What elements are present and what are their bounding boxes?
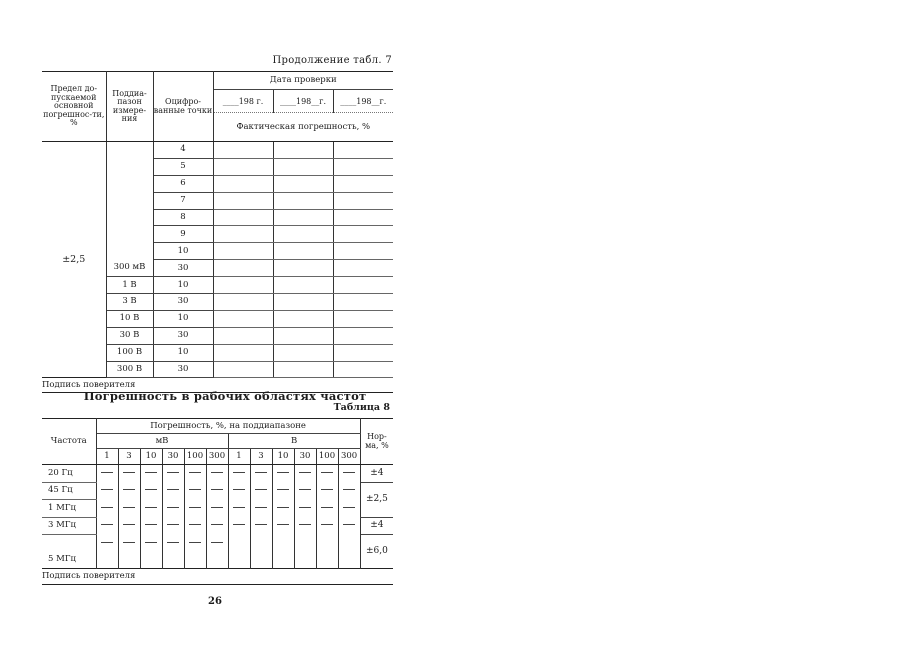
value-cell — [213, 192, 273, 209]
value-cell — [96, 465, 118, 483]
table-row — [42, 482, 393, 500]
continuation-title: Продолжение табл. 7 — [272, 55, 392, 66]
value-cell — [213, 243, 273, 260]
mv-range-300: 300 — [206, 449, 228, 465]
table7-signature: Подпись поверителя — [42, 378, 393, 393]
value-cell — [184, 517, 206, 535]
value-cell — [184, 465, 206, 483]
value-cell — [96, 482, 118, 500]
v-range-30: 30 — [294, 449, 316, 465]
value-cell — [140, 517, 162, 535]
value-cell — [206, 482, 228, 500]
value-cell — [333, 243, 393, 260]
value-cell — [333, 310, 393, 327]
point-cell: 7 — [153, 192, 213, 209]
date-2: ____198__г. — [273, 90, 333, 113]
range-cell: 3 В — [106, 294, 153, 311]
value-cell — [316, 482, 338, 500]
value-cell — [273, 209, 333, 226]
value-cell — [273, 277, 333, 294]
table-7 — [42, 71, 393, 393]
value-cell — [228, 517, 250, 535]
value-cell — [206, 500, 228, 518]
value-cell — [333, 294, 393, 311]
value-cell — [294, 517, 316, 535]
value-cell — [272, 552, 294, 569]
table-row — [42, 500, 393, 518]
value-cell — [250, 482, 272, 500]
value-cell — [273, 310, 333, 327]
value-cell — [333, 158, 393, 175]
value-cell — [118, 482, 140, 500]
norm-cell: ±4 — [360, 517, 393, 535]
norm-cell: ±2,5 — [360, 482, 393, 517]
value-cell — [162, 517, 184, 535]
point-cell: 30 — [153, 327, 213, 344]
header-mv: мВ — [96, 434, 228, 449]
value-cell — [338, 500, 360, 518]
value-cell — [294, 482, 316, 500]
value-cell — [213, 226, 273, 243]
value-cell — [294, 500, 316, 518]
value-cell — [272, 482, 294, 500]
value-cell — [316, 552, 338, 569]
value-cell — [162, 482, 184, 500]
value-cell — [228, 482, 250, 500]
value-cell — [294, 465, 316, 483]
table-8 — [42, 418, 393, 585]
value-cell — [162, 535, 184, 552]
value-cell — [140, 465, 162, 483]
frequency-cell — [42, 535, 96, 552]
range-cell-blank — [106, 142, 153, 260]
point-cell: 30 — [153, 260, 213, 277]
range-cell: 30 В — [106, 327, 153, 344]
point-cell: 8 — [153, 209, 213, 226]
table7-body — [42, 142, 393, 393]
header-limit: Предел до-пускаемой основной погрешнос-ти, % — [42, 72, 106, 142]
value-cell — [213, 310, 273, 327]
value-cell — [273, 158, 333, 175]
point-cell: 30 — [153, 361, 213, 378]
value-cell — [213, 344, 273, 361]
value-cell — [273, 260, 333, 277]
value-cell — [273, 175, 333, 192]
value-cell — [272, 535, 294, 552]
value-cell — [272, 465, 294, 483]
table-row — [42, 465, 393, 483]
norm-cell: ±4 — [360, 465, 393, 483]
value-cell — [96, 535, 118, 552]
mv-range-100: 100 — [184, 449, 206, 465]
value-cell — [294, 535, 316, 552]
point-cell: 10 — [153, 243, 213, 260]
value-cell — [162, 465, 184, 483]
norm-cell: ±6,0 — [365, 546, 388, 556]
header-check-date: Дата проверки — [213, 72, 393, 90]
header-error-by-range: Погрешность, %, на поддиапазоне — [96, 419, 360, 434]
value-cell — [273, 243, 333, 260]
mv-range-10: 10 — [140, 449, 162, 465]
header-points: Оцифро-ванные точки — [153, 72, 213, 142]
mv-range-1: 1 — [96, 449, 118, 465]
value-cell — [184, 482, 206, 500]
mv-range-30: 30 — [162, 449, 184, 465]
value-cell — [273, 361, 333, 378]
value-cell — [333, 192, 393, 209]
value-cell — [140, 482, 162, 500]
point-cell: 5 — [153, 158, 213, 175]
value-cell — [273, 226, 333, 243]
value-cell — [228, 552, 250, 569]
value-cell — [213, 327, 273, 344]
value-cell — [118, 552, 140, 569]
frequency-cell: 1 МГц — [42, 500, 96, 518]
value-cell — [96, 517, 118, 535]
value-cell — [273, 327, 333, 344]
value-cell — [206, 517, 228, 535]
v-range-3: 3 — [250, 449, 272, 465]
value-cell — [228, 465, 250, 483]
page-number: 26 — [208, 596, 222, 607]
point-cell: 9 — [153, 226, 213, 243]
range-cell: 300 мВ — [106, 260, 153, 277]
table8-label: Таблица 8 — [333, 402, 390, 413]
value-cell — [316, 517, 338, 535]
value-cell — [140, 552, 162, 569]
value-cell — [333, 361, 393, 378]
value-cell — [333, 277, 393, 294]
section-title: Погрешность в рабочих областях частот — [83, 389, 367, 403]
value-cell — [273, 294, 333, 311]
value-cell — [228, 535, 250, 552]
value-cell — [333, 260, 393, 277]
point-cell: 6 — [153, 175, 213, 192]
point-cell: 30 — [153, 294, 213, 311]
frequency-cell: 20 Гц — [42, 465, 96, 483]
value-cell — [316, 465, 338, 483]
value-cell — [250, 465, 272, 483]
value-cell — [333, 327, 393, 344]
value-cell — [213, 175, 273, 192]
value-cell — [250, 552, 272, 569]
v-range-100: 100 — [316, 449, 338, 465]
mv-range-3: 3 — [118, 449, 140, 465]
value-cell — [272, 500, 294, 518]
value-cell — [333, 142, 393, 159]
point-cell: 10 — [153, 310, 213, 327]
v-range-1: 1 — [228, 449, 250, 465]
date-1: ____198 г. — [213, 90, 273, 113]
value-cell — [273, 192, 333, 209]
table8-body — [42, 465, 393, 585]
table-row — [42, 535, 393, 552]
range-cell: 1 В — [106, 277, 153, 294]
value-cell — [333, 175, 393, 192]
value-cell — [213, 260, 273, 277]
value-cell — [184, 552, 206, 569]
point-cell: 10 — [153, 344, 213, 361]
frequency-cell: 5 МГц — [42, 552, 96, 569]
value-cell — [272, 517, 294, 535]
frequency-cell: 45 Гц — [42, 482, 96, 500]
value-cell — [250, 500, 272, 518]
v-range-300: 300 — [338, 449, 360, 465]
table-row — [42, 517, 393, 535]
value-cell — [273, 142, 333, 159]
value-cell — [333, 226, 393, 243]
table8-signature: Подпись поверителя — [42, 569, 393, 585]
value-cell — [96, 552, 118, 569]
value-cell — [333, 209, 393, 226]
value-cell — [316, 535, 338, 552]
value-cell — [338, 482, 360, 500]
value-cell — [213, 294, 273, 311]
point-cell: 10 — [153, 277, 213, 294]
header-frequency: Частота — [42, 419, 96, 465]
value-cell — [184, 535, 206, 552]
range-cell: 300 В — [106, 361, 153, 378]
header-range: Поддиа-пазон измере-ния — [106, 72, 153, 142]
value-cell — [333, 344, 393, 361]
value-cell — [213, 277, 273, 294]
value-cell — [184, 500, 206, 518]
value-cell — [162, 552, 184, 569]
date-3: ____198__г. — [333, 90, 393, 113]
v-range-10: 10 — [272, 449, 294, 465]
value-cell — [250, 517, 272, 535]
value-cell — [228, 500, 250, 518]
value-cell — [206, 535, 228, 552]
value-cell — [213, 209, 273, 226]
value-cell — [338, 517, 360, 535]
value-cell — [213, 361, 273, 378]
value-cell — [96, 500, 118, 518]
header-v: В — [228, 434, 360, 449]
value-cell — [213, 142, 273, 159]
value-cell — [118, 535, 140, 552]
value-cell — [316, 500, 338, 518]
value-cell — [118, 517, 140, 535]
header-norm: Нор-ма, % — [360, 419, 393, 465]
value-cell — [118, 465, 140, 483]
range-cell: 100 В — [106, 344, 153, 361]
value-cell — [140, 500, 162, 518]
value-cell — [294, 552, 316, 569]
value-cell — [162, 500, 184, 518]
table-row — [42, 552, 393, 569]
value-cell — [338, 552, 360, 569]
value-cell — [250, 535, 272, 552]
value-cell — [273, 344, 333, 361]
value-cell — [118, 500, 140, 518]
value-cell — [213, 158, 273, 175]
header-actual-error: Фактическая погрешность, % — [213, 113, 393, 142]
value-cell — [338, 465, 360, 483]
value-cell — [338, 535, 360, 552]
range-cell: 10 В — [106, 310, 153, 327]
value-cell — [206, 552, 228, 569]
limit-value: ±2,5 — [42, 142, 106, 378]
value-cell — [206, 465, 228, 483]
value-cell — [140, 535, 162, 552]
frequency-cell: 3 МГц — [42, 517, 96, 535]
point-cell: 4 — [153, 142, 213, 159]
